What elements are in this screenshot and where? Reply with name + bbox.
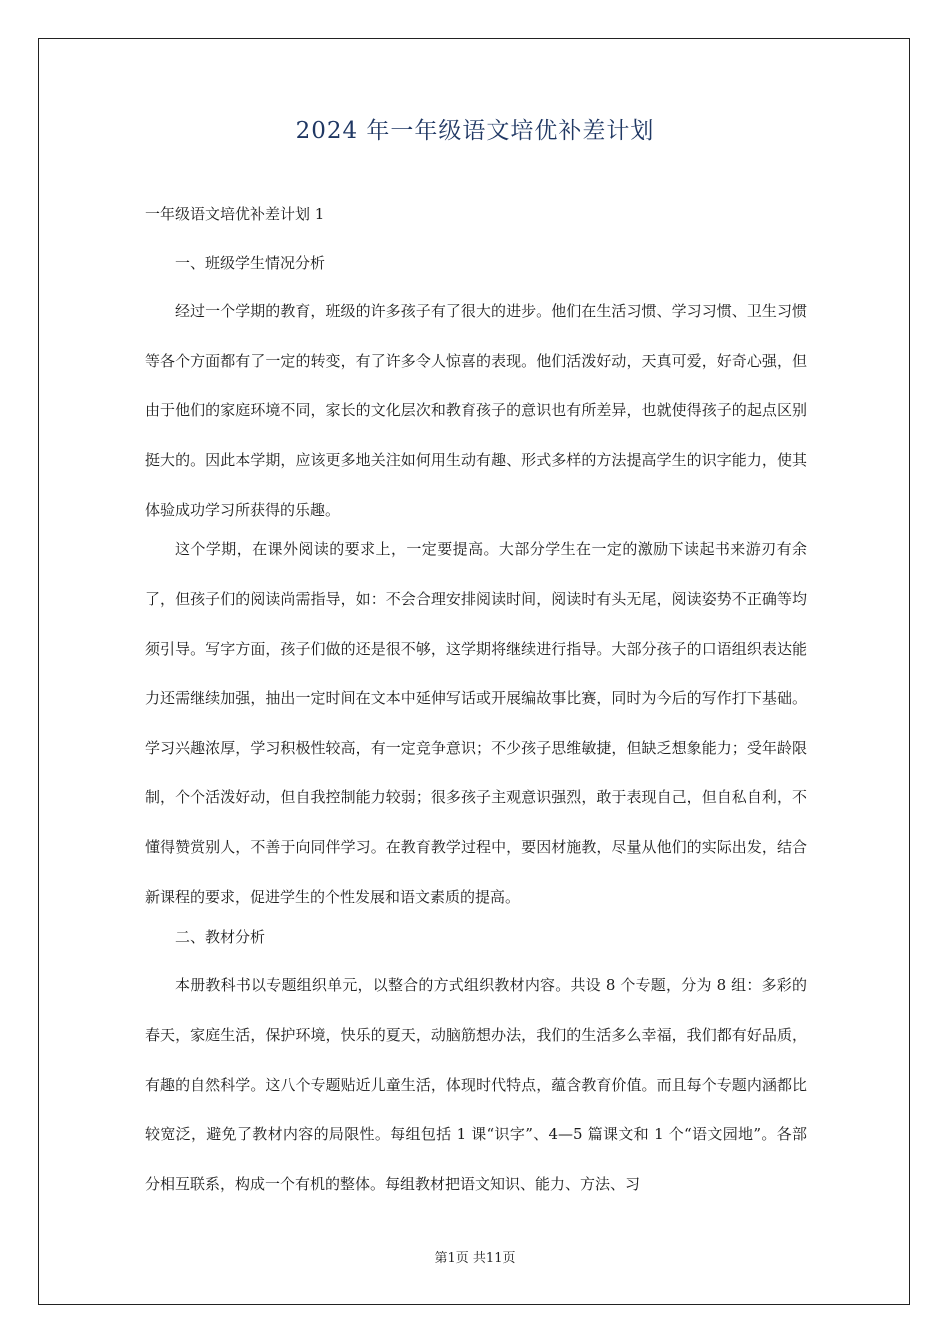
paragraph-textbook-structure: 本册教科书以专题组织单元，以整合的方式组织教材内容。共设 8 个专题，分为 8 组：多彩的春天，家庭生活，保护环境，快乐的夏天，动脑筋想办法，我们的生活多么幸福，我们都有好品质，有趣的自然科学。这八个专题贴近儿童生活，体现时代特点，蕴含教育价值。而且每个专题内涵都比较宽泛，避免了教材内容的局限性。每组包括 1 课“识字”、4—5 篇课文和 1 个“语文园地”。各部分相互联系，构成一个有机的整体。每组教材把语文知识、能力、方法、习	[145, 976, 807, 1193]
page-number: 第1页 共11页	[434, 1251, 516, 1266]
paragraph-student-progress: 经过一个学期的教育，班级的许多孩子有了很大的进步。他们在生活习惯、学习习惯、卫生习惯等各个方面都有了一定的转变，有了许多令人惊喜的表现。他们活泼好动，天真可爱，好奇心强，但由于他们的家庭环境不同，家长的文化层次和教育孩子的意识也有所差异，也就使得孩子的起点区别挺大的。因此本学期，应该更多地关注如何用生动有趣、形式多样的方法提高学生的识字能力，使其体验成功学习所获得的乐趣。	[145, 302, 807, 519]
section-heading-class-analysis: 一、班级学生情况分析	[175, 254, 326, 272]
section-heading-textbook-analysis: 二、教材分析	[175, 928, 266, 947]
document-title: 2024 年一年级语文培优补差计划	[295, 118, 655, 144]
document-subtitle: 一年级语文培优补差计划 1	[145, 205, 325, 223]
document-body	[145, 199, 807, 1209]
paragraph-reading-requirements: 这个学期，在课外阅读的要求上，一定要提高。大部分学生在一定的激励下读起书来游刃有余了，但孩子们的阅读尚需指导，如：不会合理安排阅读时间，阅读时有头无尾，阅读姿势不正确等均须引导。写字方面，孩子们做的还是很不够，这学期将继续进行指导。大部分孩子的口语组织表达能力还需继续加强，抽出一定时间在文本中延伸写话或开展编故事比赛，同时为今后的写作打下基础。学习兴趣浓厚，学习积极性较高，有一定竞争意识；不少孩子思维敏捷，但缺乏想象能力；受年龄限制，个个活泼好动，但自我控制能力较弱；很多孩子主观意识强烈，敢于表现自己，但自私自利，不懂得赞赏别人，不善于向同伴学习。在教育教学过程中，要因材施教，尽量从他们的实际出发，结合新课程的要求，促进学生的个性发展和语文素质的提高。	[145, 540, 807, 906]
